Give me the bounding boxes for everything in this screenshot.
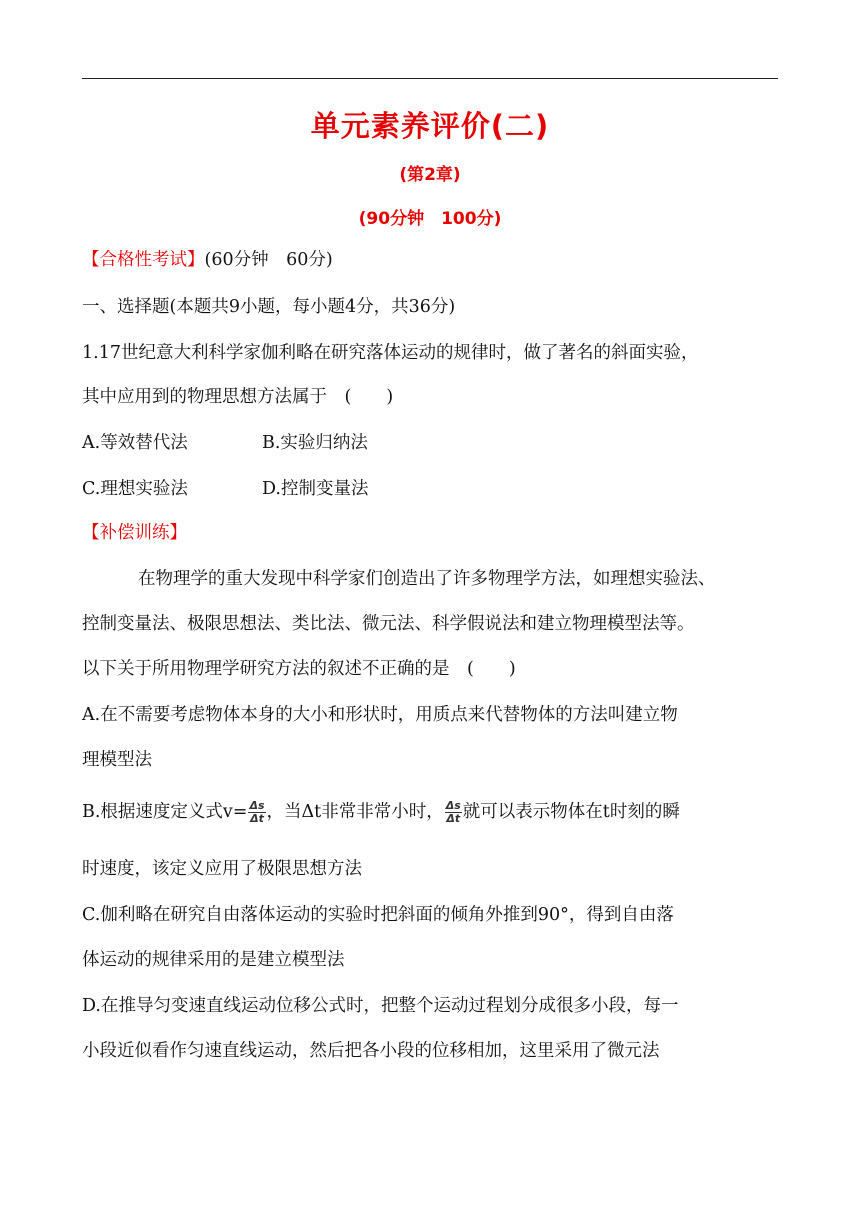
delta-s-over-delta-t-fraction (445, 800, 462, 825)
delta-s-over-delta-t-fraction (248, 800, 265, 825)
option-d-line2: 小段近似看作匀速直线运动，然后把各小段的位移相加，这里采用了微元法 (82, 1041, 660, 1061)
option-a-line2: 理模型法 (82, 750, 152, 770)
option-b-text2: ，当Δt非常非常小时， (266, 802, 444, 822)
supplement-label: 【补偿训练】 (82, 523, 187, 543)
page-title: 单元素养评价(二) (310, 109, 550, 143)
q1-option-b: B.实验归纳法 (262, 433, 368, 453)
fraction-denominator: Δt (446, 812, 461, 825)
q1-stem-line1: 1.17世纪意大利科学家伽利略在研究落体运动的规律时，做了著名的斜面实验， (82, 343, 699, 363)
header-rule (82, 78, 778, 79)
fraction-denominator: Δt (250, 812, 264, 825)
q1-options-row1 (82, 431, 368, 455)
q1-options-row2 (82, 477, 368, 501)
q1-option-a: A.等效替代法 (82, 433, 188, 453)
q1-option-c: C.理想实验法 (82, 479, 188, 499)
q1-stem-line2: 其中应用到的物理思想方法属于 ( ) (82, 387, 394, 407)
section-label: 【合格性考试】 (82, 250, 205, 270)
supplement-stem-line1-text: 在物理学的重大发现中科学家们创造出了许多物理学方法，如理想实验法、 (138, 569, 716, 589)
fraction-numerator: Δs (445, 799, 461, 812)
section-info: (60分钟 60分) (204, 250, 333, 270)
supplement-stem-line2: 控制变量法、极限思想法、类比法、微元法、科学假说法和建立物理模型法等。 (82, 614, 695, 634)
option-b-text1: B.根据速度定义式v= (82, 802, 248, 822)
part1-heading: 一、选择题(本题共9小题，每小题4分，共36分) (82, 297, 456, 317)
chapter-label: (第2章) (399, 165, 461, 185)
supplement-stem-line3: 以下关于所用物理学研究方法的叙述不正确的是 ( ) (82, 659, 516, 679)
option-c-line1: C.伽利略在研究自由落体运动的实验时把斜面的倾角外推到90°，得到自由落 (82, 905, 674, 925)
supplement-stem-line1 (82, 567, 716, 591)
section-heading (82, 248, 333, 272)
q1-option-d: D.控制变量法 (262, 479, 369, 499)
option-d-line1: D.在推导匀变速直线运动位移公式时，把整个运动过程划分成很多小段，每一 (82, 996, 679, 1016)
time-score-label: (90分钟 100分) (358, 209, 502, 229)
option-c-line2: 体运动的规律采用的是建立模型法 (82, 950, 345, 970)
option-b-text3: 就可以表示物体在t时刻的瞬 (462, 802, 680, 822)
option-b-line1 (82, 800, 680, 825)
fraction-numerator: Δs (249, 799, 265, 812)
option-b-line2: 时速度，该定义应用了极限思想方法 (82, 859, 362, 879)
option-a-line1: A.在不需要考虑物体本身的大小和形状时，用质点来代替物体的方法叫建立物 (82, 705, 678, 725)
